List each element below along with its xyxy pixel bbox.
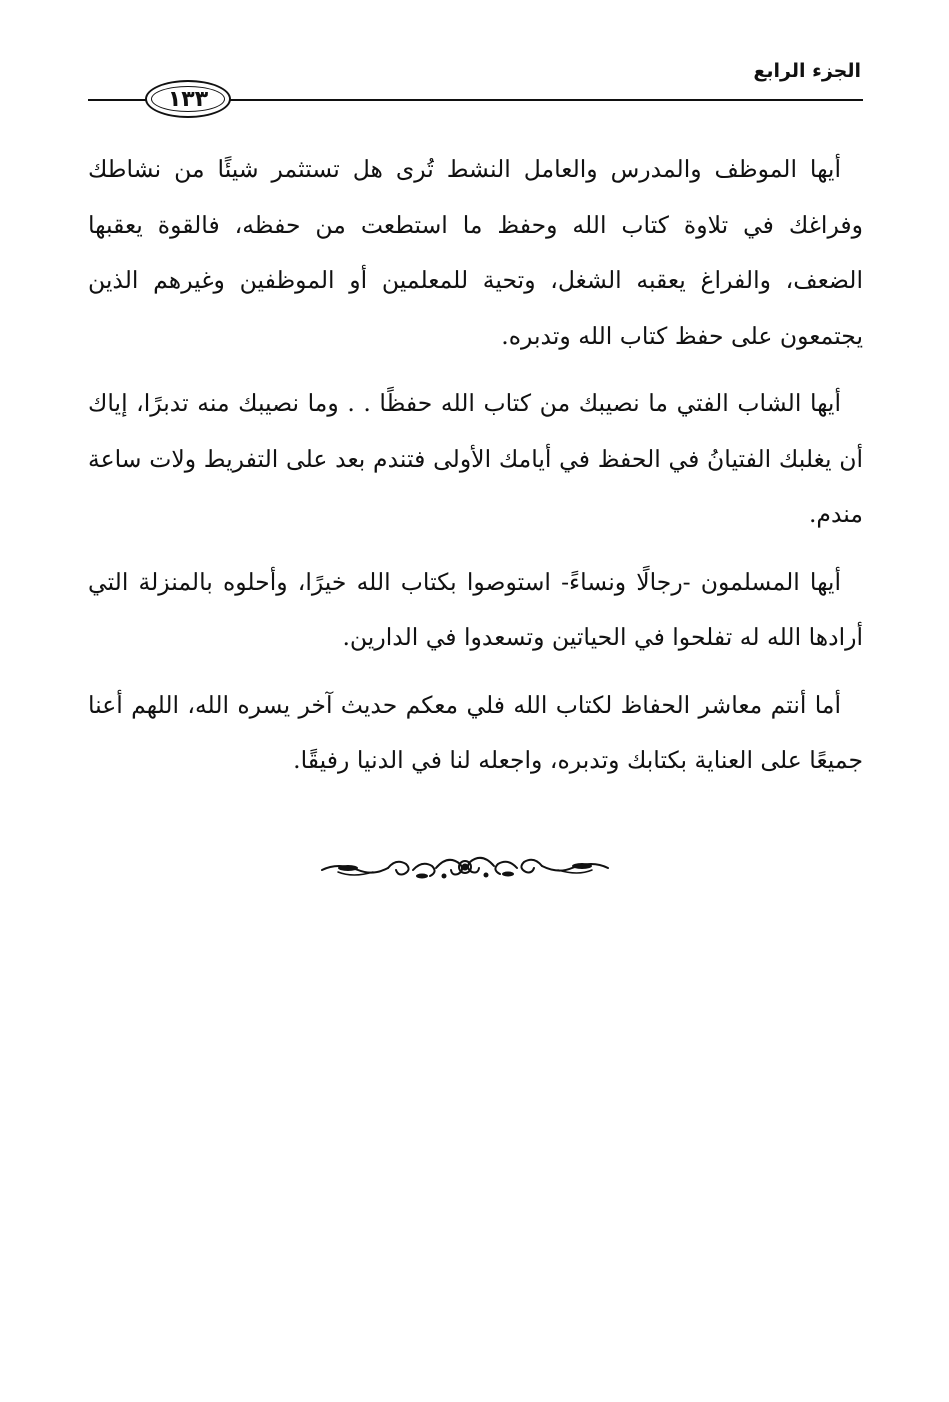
paragraph-2: أيها الشاب الفتي ما نصيبك من كتاب الله حفظًا . . وما نصيبك منه تدبرًا، إياك أن يغلبك الفتيانُ في الحفظ في أيامك الأولى فتندم بعد على التفريط ولات ساعة مندم. [88, 389, 863, 528]
page-number: ١٣٣ [145, 80, 231, 118]
paragraph-3: أيها المسلمون -رجالًا ونساءً- استوصوا بكتاب الله خيرًا، وأحلوه بالمنزلة التي أرادها الله له تفلحوا في الحياتين وتسعدوا في الدارين. [88, 567, 863, 651]
floral-divider-icon [318, 850, 612, 884]
paragraph-1: أيها الموظف والمدرس والعامل النشط تُرى هل تستثمر شيئًا من نشاطك وفراغك في تلاوة كتاب الله وحفظ ما استطعت من حفظه، فالقوة يعقبها الضعف، والفراغ يعقبه الشغل، وتحية للمعلمين أو الموظفين وغيرهم الذين يجتمعون على حفظ كتاب الله وتدبره. [88, 155, 863, 350]
paragraph-4: أما أنتم معاشر الحفاظ لكتاب الله فلي معكم حديث آخر يسره الله، اللهم أعنا جميعًا على العناية بكتابك وتدبره، واجعله لنا في الدنيا رفيقًا. [88, 690, 863, 774]
body-text [88, 142, 863, 789]
running-head: الجزء الرابع [753, 60, 861, 82]
